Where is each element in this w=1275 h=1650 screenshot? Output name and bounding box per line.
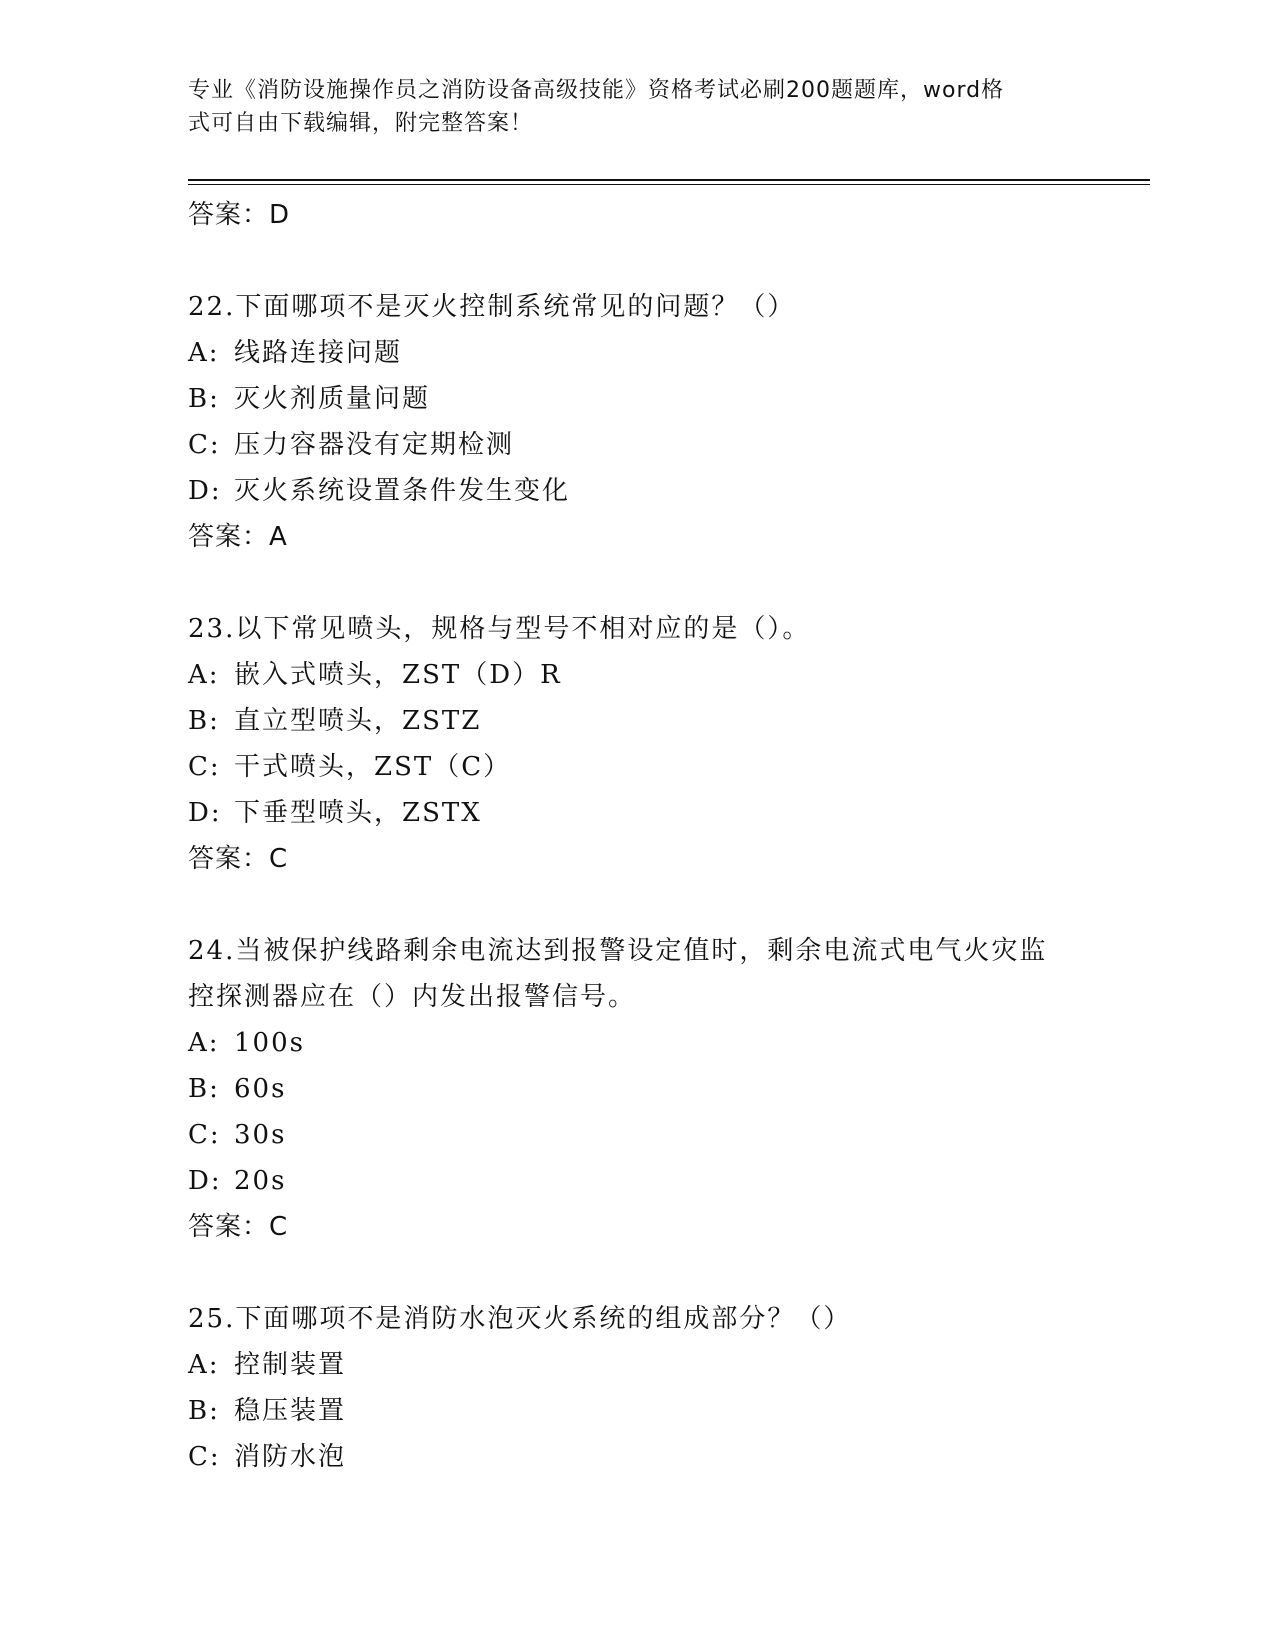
option-text: 线路连接问题 [234, 338, 403, 368]
answer-option [188, 1434, 1088, 1480]
option-label: C: [188, 1442, 221, 1472]
document-header [188, 74, 1088, 140]
question-block [188, 1296, 1088, 1480]
option-text: 60s [234, 1074, 287, 1104]
option-label: A: [188, 338, 220, 368]
answer-option [188, 744, 1088, 790]
option-label: B: [188, 1396, 220, 1426]
option-text: 直立型喷头，ZSTZ [234, 706, 482, 736]
question-block [188, 606, 1088, 882]
question-block [188, 928, 1088, 1250]
question-stem: 25.下面哪项不是消防水泡灭火系统的组成部分？（） [188, 1304, 852, 1334]
answer-option [188, 1020, 1088, 1066]
answer-option [188, 330, 1088, 376]
option-text: 30s [234, 1120, 287, 1150]
answer-option [188, 422, 1088, 468]
option-text: 压力容器没有定期检测 [234, 430, 515, 460]
question-block [188, 284, 1088, 560]
option-text: 干式喷头，ZST（C） [234, 752, 512, 782]
question-stem: 控探测器应在（）内发出报警信号。 [188, 982, 637, 1012]
answer-option [188, 1158, 1088, 1204]
answer-option [188, 652, 1088, 698]
answer-option [188, 1112, 1088, 1158]
option-label: A: [188, 660, 220, 690]
option-label: D: [188, 1166, 222, 1196]
answer-option [188, 1066, 1088, 1112]
option-text: 稳压装置 [234, 1396, 347, 1426]
answer-option [188, 1342, 1088, 1388]
answer-line: 答案：A [188, 522, 288, 552]
header-line-1: 专业《消防设施操作员之消防设备高级技能》资格考试必刷200题题库，word格 [188, 78, 1005, 103]
option-text: 100s [234, 1028, 305, 1058]
answer-line: 答案：C [188, 1212, 289, 1242]
answer-line: 答案：D [188, 200, 291, 230]
question-stem: 22.下面哪项不是灭火控制系统常见的问题？（） [188, 292, 796, 322]
option-label: A: [188, 1028, 220, 1058]
answer-option [188, 1388, 1088, 1434]
header-divider-thin [188, 184, 1150, 185]
answer-option [188, 468, 1088, 514]
answer-option [188, 376, 1088, 422]
option-label: A: [188, 1350, 220, 1380]
option-text: 下垂型喷头，ZSTX [234, 798, 482, 828]
question-list [188, 192, 1088, 1480]
answer-option [188, 698, 1088, 744]
option-label: C: [188, 1120, 221, 1150]
option-label: D: [188, 476, 222, 506]
option-text: 灭火系统设置条件发生变化 [234, 476, 571, 506]
option-text: 消防水泡 [234, 1442, 347, 1472]
option-label: C: [188, 752, 221, 782]
header-divider-thick [188, 179, 1150, 181]
header-line-2: 式可自由下载编辑，附完整答案！ [188, 111, 534, 136]
option-text: 控制装置 [234, 1350, 347, 1380]
option-text: 嵌入式喷头，ZST（D）R [234, 660, 562, 690]
answer-line: 答案：C [188, 844, 289, 874]
option-label: B: [188, 384, 220, 414]
option-label: D: [188, 798, 222, 828]
answer-option [188, 790, 1088, 836]
option-label: C: [188, 430, 221, 460]
option-label: B: [188, 1074, 220, 1104]
option-label: B: [188, 706, 220, 736]
question-stem: 23.以下常见喷头，规格与型号不相对应的是（）。 [188, 614, 811, 644]
option-text: 20s [234, 1166, 287, 1196]
question-stem: 24.当被保护线路剩余电流达到报警设定值时，剩余电流式电气火灾监 [188, 936, 1048, 966]
option-text: 灭火剂质量问题 [234, 384, 431, 414]
